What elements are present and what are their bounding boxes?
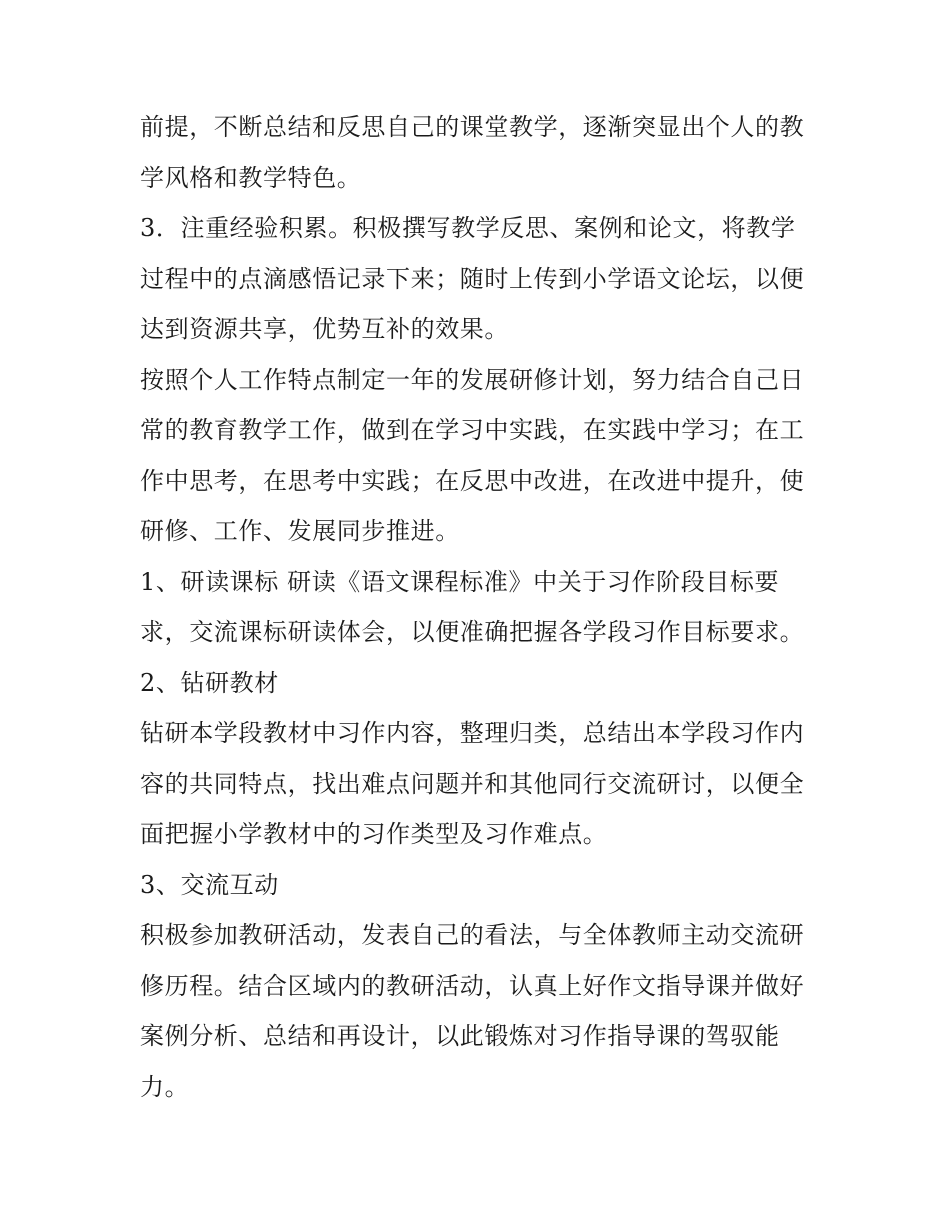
text-line: 学风格和教学特色。 xyxy=(140,163,362,192)
text-line: 作中思考，在思考中实践；在反思中改进，在改进中提升，使 xyxy=(140,466,805,495)
text-line: 积极参加教研活动，发表自己的看法，与全体教师主动交流研 xyxy=(140,921,805,949)
text-line: 案例分析、总结和再设计，以此锻炼对习作指导课的驾驭能 xyxy=(140,1022,780,1050)
text-line: 常的教育教学工作，做到在学习中实践，在实践中学习；在工 xyxy=(140,416,805,444)
text-line: 钻研本学段教材中习作内容，整理归类，总结出本学段习作内 xyxy=(140,719,805,747)
text-line: 修历程。结合区域内的教研活动，认真上好作文指导课并做好 xyxy=(140,971,805,1000)
text-line: 力。 xyxy=(140,1072,190,1101)
section-heading: 2、钻研教材 xyxy=(140,668,279,697)
text-line: 1、研读课标 研读《语文课程标准》中关于习作阶段目标要 xyxy=(140,567,780,596)
text-line: 前提，不断总结和反思自己的课堂教学，逐渐突显出个人的教 xyxy=(140,113,805,141)
document-body xyxy=(140,102,830,1112)
section-heading: 3、交流互动 xyxy=(140,870,279,899)
text-line: 容的共同特点，找出难点问题并和其他同行交流研讨，以便全 xyxy=(140,769,805,798)
text-line: 3．注重经验积累。积极撰写教学反思、案例和论文，将教学 xyxy=(140,214,796,242)
text-line: 研修、工作、发展同步推进。 xyxy=(140,517,460,545)
text-line: 过程中的点滴感悟记录下来；随时上传到小学语文论坛，以便 xyxy=(140,264,805,293)
text-line: 求，交流课标研读体会，以便准确把握各学段习作目标要求。 xyxy=(140,618,805,646)
text-line: 达到资源共享，优势互补的效果。 xyxy=(140,315,509,343)
text-line: 按照个人工作特点制定一年的发展研修计划，努力结合自己日 xyxy=(140,365,805,394)
text-line: 面把握小学教材中的习作类型及习作难点。 xyxy=(140,820,608,848)
